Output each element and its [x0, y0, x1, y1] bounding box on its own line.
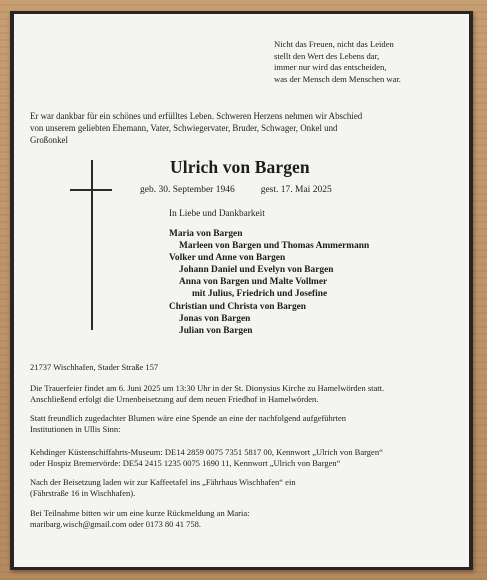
donation-line: Kehdinger Küstenschiffahrts-Museum: DE14 2859 0075 7351 5817 00, Kennwort „Ulrich von Bargen“ — [30, 447, 383, 457]
intro-line: von unserem geliebten Ehemann, Vater, Schwiegervater, Bruder, Schwager, Onkel und — [30, 123, 338, 133]
poem — [274, 39, 401, 86]
coffee-invitation — [30, 477, 460, 499]
flowers-note — [30, 413, 460, 435]
donation-info — [30, 447, 460, 469]
rsvp-info — [30, 508, 460, 530]
rsvp-contact: maribarg.wisch@gmail.com oder 0173 80 41 758. — [30, 519, 202, 530]
address: 21737 Wischhafen, Stader Straße 157 — [30, 362, 159, 372]
donation-line: oder Hospiz Bremervörde: DE54 2415 1235 0075 1690 11, Kennwort „Ulrich von Bargen“ — [30, 458, 341, 469]
birth-date: geb. 30. September 1946 — [140, 185, 235, 195]
intro-line: Großonkel — [30, 135, 68, 145]
mourner: Julian von Bargen — [179, 325, 253, 336]
cross-icon — [91, 160, 93, 330]
intro-line: Er war dankbar für ein schönes und erfülltes Leben. Schweren Herzens nehmen wir Abschied — [30, 111, 363, 121]
intro-text — [30, 110, 460, 146]
rsvp-line: Bei Teilnahme bitten wir um eine kurze Rückmeldung an Maria: — [30, 508, 250, 518]
mourner: Anna von Bargen und Malte Vollmer — [179, 277, 328, 288]
funeral-line: Anschließend erfolgt die Urnenbeisetzung auf dem neuen Friedhof in Hamelwörden. — [30, 394, 319, 405]
funeral-line: Die Trauerfeier findet am 6. Juni 2025 um 13:30 Uhr in der St. Dionysius Kirche zu Hamelwörden statt. — [30, 383, 385, 393]
poem-line: stellt den Wert des Lebens dar, — [274, 50, 380, 61]
flowers-line: Institutionen in Ullis Sinn: — [30, 424, 121, 435]
mourner: Jonas von Bargen — [179, 313, 251, 324]
poem-line: Nicht das Freuen, nicht das Leiden — [274, 39, 394, 49]
coffee-line: (Fährstraße 16 in Wischhafen). — [30, 488, 136, 499]
cross-icon-bar — [70, 189, 112, 191]
poem-line: was der Mensch dem Menschen war. — [274, 74, 401, 85]
coffee-line: Nach der Beisetzung laden wir zur Kaffeetafel ins „Fährhaus Wischhafen“ ein — [30, 477, 296, 487]
life-dates — [140, 185, 332, 195]
mourner: Christian und Christa von Bargen — [169, 301, 307, 312]
mourner: Johann Daniel und Evelyn von Bargen — [179, 265, 334, 276]
mourner: Volker und Anne von Bargen — [169, 253, 286, 264]
death-date: gest. 17. Mai 2025 — [260, 185, 332, 195]
obituary-card — [14, 14, 469, 567]
funeral-info — [30, 383, 460, 405]
mourner: Marleen von Bargen und Thomas Ammermann — [179, 241, 370, 252]
deceased-name: Ulrich von Bargen — [170, 157, 310, 177]
mourners-list — [169, 228, 369, 337]
mourners-heading: In Liebe und Dankbarkeit — [169, 209, 265, 219]
poem-line: immer nur wird das entscheiden, — [274, 62, 387, 73]
mourner: mit Julius, Friedrich und Josefine — [192, 289, 328, 300]
mourner: Maria von Bargen — [169, 229, 243, 239]
flowers-line: Statt freundlich zugedachter Blumen wäre eine Spende an eine der nachfolgend aufgeführten — [30, 413, 347, 423]
